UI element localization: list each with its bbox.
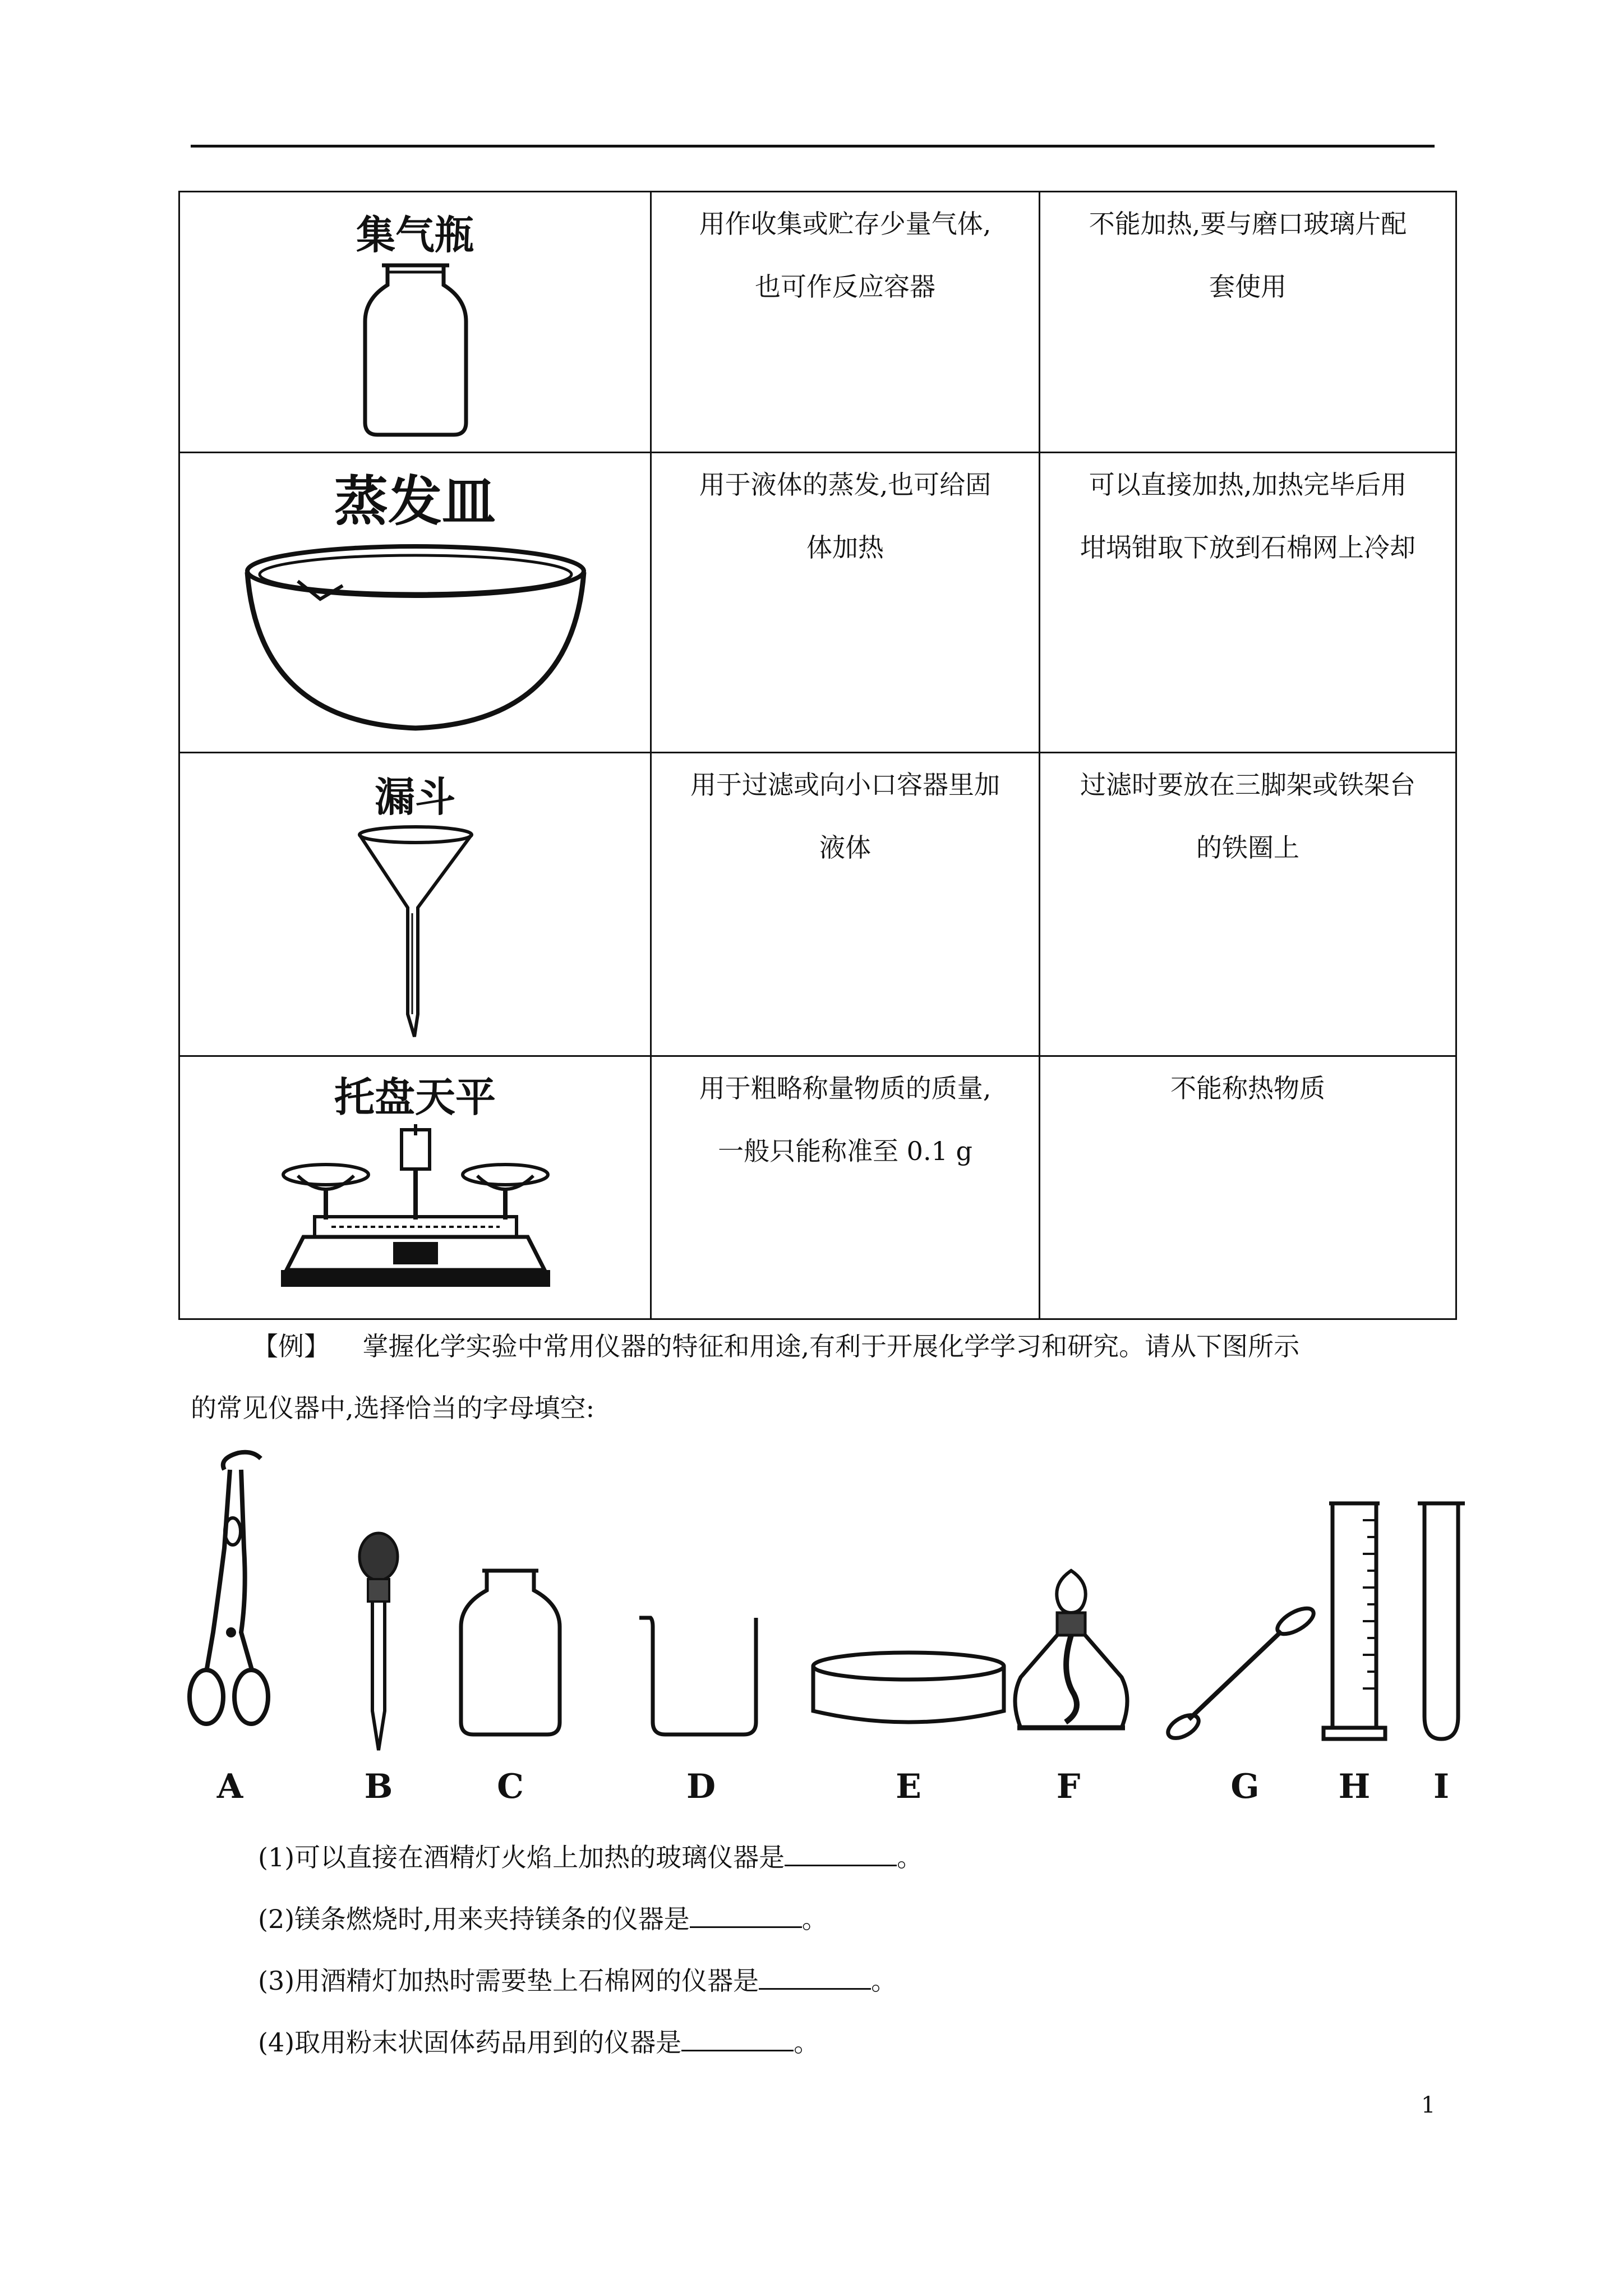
- question-end: 。: [794, 2027, 820, 2058]
- answer-blank[interactable]: [759, 1963, 871, 1990]
- use-cell: [651, 192, 1040, 453]
- use-cell: [651, 753, 1040, 1056]
- question-text: (3)用酒精灯加热时需要垫上石棉网的仪器是: [258, 1966, 759, 1996]
- test-tube-icon: [1413, 1498, 1469, 1745]
- use-text: 用于液体的蒸发,也可给固: [699, 470, 992, 500]
- evaporating-dish-icon: [236, 537, 595, 739]
- question-4: [258, 2025, 819, 2059]
- use-cell: [651, 453, 1040, 753]
- instrument-image-cell: [179, 753, 651, 1056]
- question-text: (4)取用粉末状固体药品用到的仪器是: [258, 2027, 682, 2058]
- table-row: [179, 753, 1456, 1056]
- question-text: (2)镁条燃烧时,用来夹持镁条的仪器是: [258, 1904, 690, 1934]
- alcohol-lamp-icon: [1004, 1565, 1138, 1745]
- instrument-name: 漏斗: [374, 774, 455, 821]
- question-end: 。: [801, 1904, 828, 1934]
- instrument-image-cell: [179, 1056, 651, 1319]
- header-rule: [191, 145, 1435, 148]
- note-text: 的铁圈上: [1196, 832, 1299, 863]
- use-text: 用作收集或贮存少量气体,: [699, 209, 992, 239]
- figure-label: B: [364, 1767, 393, 1806]
- table-row: [179, 453, 1456, 753]
- note-text: 套使用: [1209, 272, 1287, 302]
- note-text: 不能加热,要与磨口玻璃片配: [1089, 209, 1407, 239]
- instrument-table: [178, 191, 1457, 1320]
- gas-collecting-bottle-icon: [359, 260, 472, 439]
- question-end: 。: [871, 1966, 897, 1996]
- beaker-icon: [634, 1610, 768, 1739]
- figure-label: E: [896, 1767, 921, 1806]
- figure-label: H: [1338, 1767, 1371, 1806]
- use-text: 一般只能称准至 0.1 g: [718, 1136, 972, 1166]
- question-3: [258, 1963, 897, 1998]
- instrument-image-cell: [179, 192, 651, 453]
- example-text: 掌握化学实验中常用仪器的特征和用途,有利于开展化学学习和研究。请从下图所示: [362, 1331, 1300, 1361]
- question-1: [258, 1840, 923, 1874]
- question-text: (1)可以直接在酒精灯火焰上加热的玻璃仪器是: [258, 1842, 785, 1872]
- instrument-name: 托盘天平: [334, 1074, 496, 1121]
- note-cell: [1040, 192, 1456, 453]
- use-cell: [651, 1056, 1040, 1319]
- note-text: 不能称热物质: [1170, 1073, 1325, 1103]
- note-cell: [1040, 453, 1456, 753]
- use-text: 用于粗略称量物质的质量,: [699, 1073, 992, 1103]
- dropper-icon: [348, 1531, 409, 1756]
- question-2: [258, 1902, 828, 1936]
- instrument-name: 集气瓶: [356, 212, 474, 258]
- note-text: 过滤时要放在三脚架或铁架台: [1080, 770, 1415, 800]
- funnel-icon: [354, 823, 477, 1048]
- table-row: [179, 1056, 1456, 1319]
- figure-label: I: [1433, 1767, 1450, 1806]
- note-text: 坩埚钳取下放到石棉网上冷却: [1080, 532, 1415, 563]
- medicine-spoon-icon: [1161, 1604, 1324, 1750]
- crucible-tongs-icon: [185, 1447, 275, 1739]
- figure-label: F: [1056, 1767, 1081, 1806]
- use-text: 体加热: [806, 532, 884, 563]
- answer-blank[interactable]: [681, 2025, 794, 2051]
- example-line-2: 的常见仪器中,选择恰当的字母填空:: [191, 1393, 595, 1423]
- example-tag: 【例】: [252, 1331, 330, 1361]
- figure-label: G: [1230, 1767, 1260, 1806]
- page-number: 1: [1421, 2092, 1436, 2118]
- answer-blank[interactable]: [785, 1840, 897, 1866]
- crystallizing-dish-icon: [808, 1649, 1009, 1733]
- answer-blank[interactable]: [690, 1902, 802, 1928]
- figure-label: C: [497, 1767, 524, 1806]
- use-text: 用于过滤或向小口容器里加: [690, 770, 1000, 800]
- graduated-cylinder-icon: [1318, 1498, 1391, 1745]
- balance-scale-icon: [281, 1124, 550, 1304]
- note-text: 可以直接加热,加热完毕后用: [1089, 470, 1407, 500]
- table-row: [179, 192, 1456, 453]
- question-end: 。: [897, 1842, 923, 1872]
- note-cell: [1040, 753, 1456, 1056]
- use-text: 也可作反应容器: [755, 272, 935, 302]
- example-line-1: [252, 1329, 1299, 1363]
- instrument-name: 蒸发皿: [334, 470, 496, 533]
- use-text: 液体: [819, 832, 871, 863]
- figure-label: D: [686, 1767, 716, 1806]
- figure-label: A: [216, 1767, 243, 1806]
- instrument-figure: [185, 1447, 1486, 1829]
- wide-mouth-bottle-icon: [454, 1565, 566, 1739]
- instrument-image-cell: [179, 453, 651, 753]
- note-cell: [1040, 1056, 1456, 1319]
